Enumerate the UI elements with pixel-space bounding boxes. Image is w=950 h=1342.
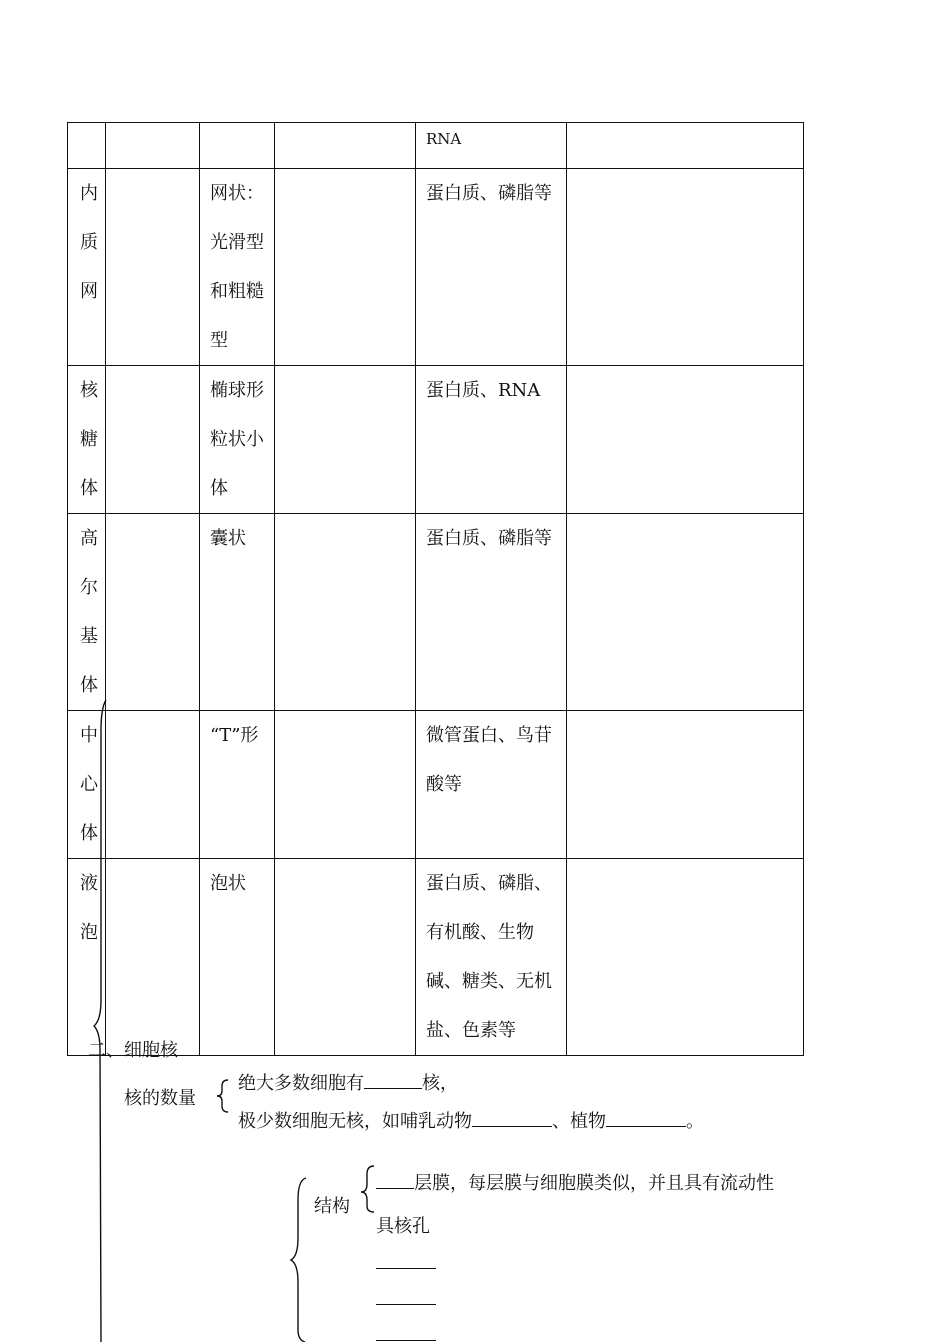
composition-cell: 蛋白质、RNA [416, 366, 567, 514]
membrane-brace [361, 1166, 374, 1212]
large-brace [94, 700, 106, 1342]
count-line1-suffix: 核， [422, 1073, 458, 1094]
composition-cell: 蛋白质、磷脂等 [416, 514, 567, 711]
composition-cell: RNA [416, 123, 567, 169]
count-brace [217, 1080, 228, 1112]
structure-label: 结构 [314, 1196, 350, 1217]
composition-cell: 蛋白质、磷脂等 [416, 169, 567, 366]
organelle-name-cell: 核糖体 [68, 366, 106, 514]
count-line2-mid: 、植物 [552, 1111, 606, 1132]
composition-cell: 微管蛋白、鸟苷酸等 [416, 711, 567, 859]
membrane-text: 层膜，每层膜与细胞膜类似，并且具有流动性 [414, 1173, 774, 1194]
organelle-name-cell: 内质网 [68, 169, 106, 366]
shape-cell: 泡状 [200, 859, 275, 1056]
count-label: 核的数量 [124, 1088, 196, 1109]
composition-cell: 蛋白质、磷脂、有机酸、生物碱、糖类、无机盐、色素等 [416, 859, 567, 1056]
organelle-name-cell: 高尔基体 [68, 514, 106, 711]
organelle-name-cell: 中心体 [68, 711, 106, 859]
shape-cell: 囊状 [200, 514, 275, 711]
count-line1-prefix: 绝大多数细胞有 [238, 1073, 364, 1094]
shape-cell: 椭球形粒状小体 [200, 366, 275, 514]
organelle-name-cell: 液泡 [68, 859, 106, 1056]
count-line2-prefix: 极少数细胞无核，如哺乳动物 [238, 1111, 472, 1132]
count-line2-suffix: 。 [686, 1111, 704, 1132]
shape-cell: 网状：光滑型和粗糙型 [200, 169, 275, 366]
section-heading: 二、细胞核 [88, 1040, 178, 1061]
shape-cell: “T”形 [200, 711, 275, 859]
structure-brace [291, 1178, 306, 1342]
pore-text: 具核孔 [376, 1216, 430, 1237]
